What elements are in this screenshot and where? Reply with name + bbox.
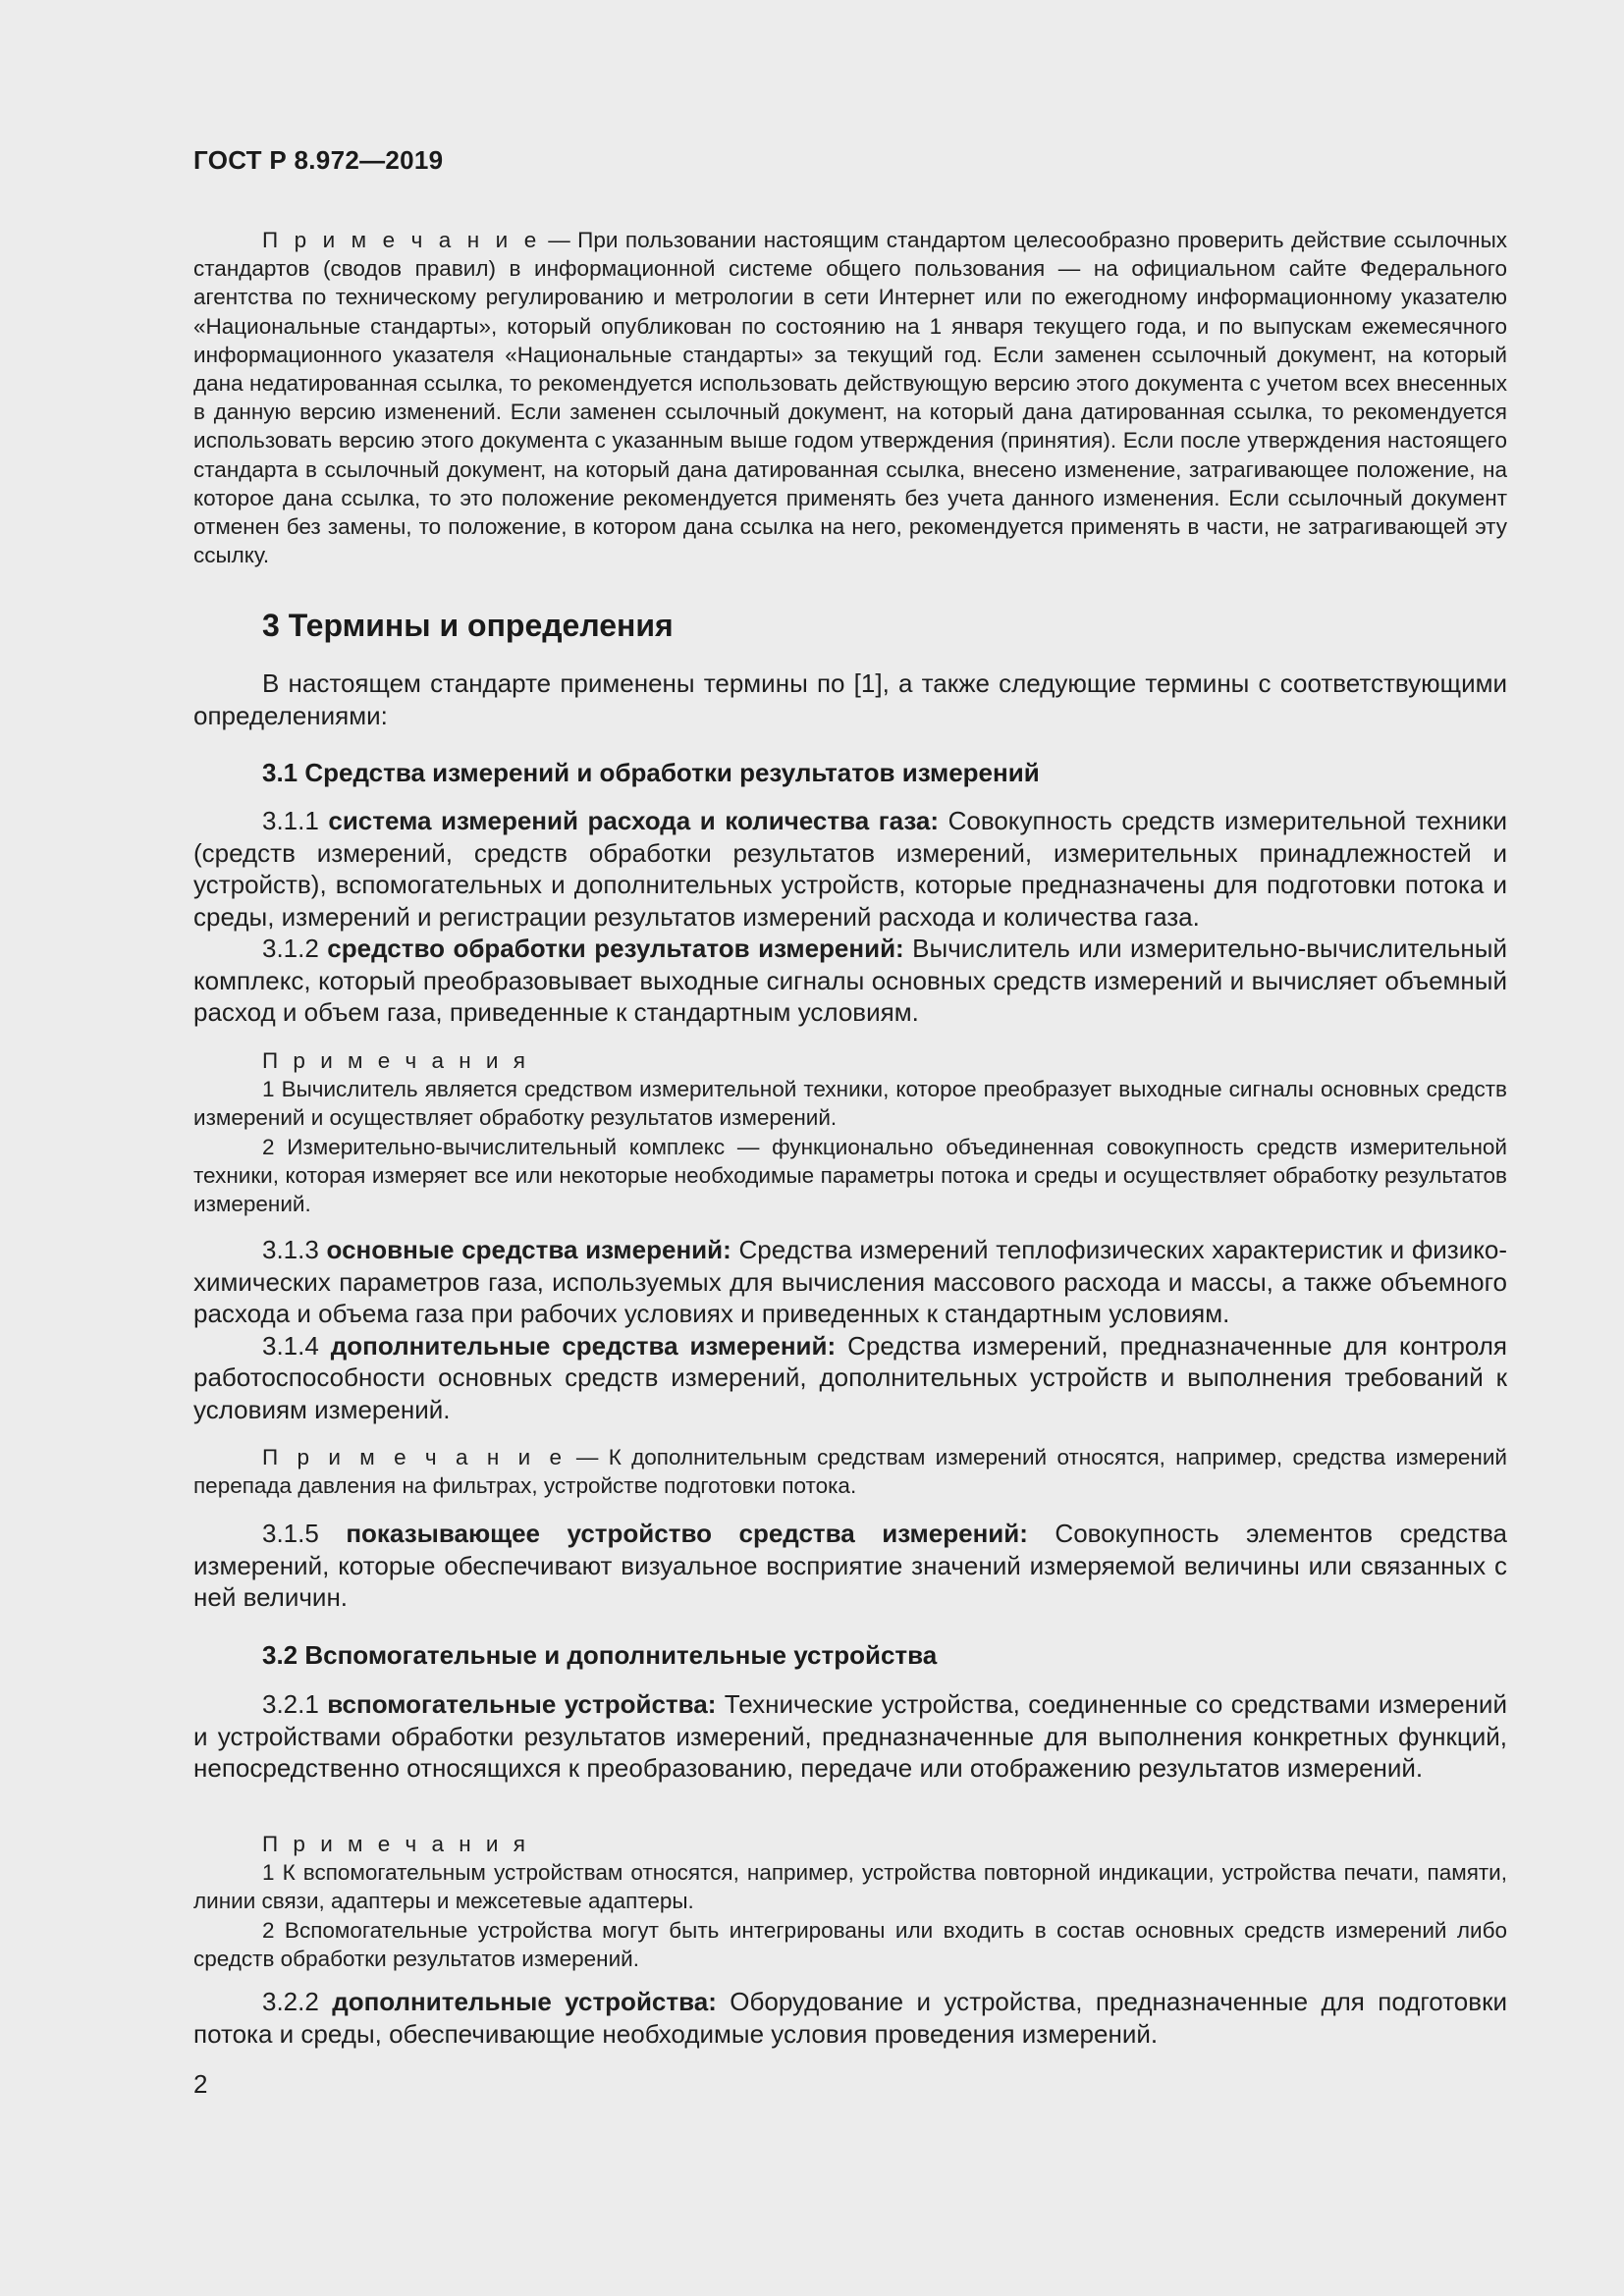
term-definition: Оборудование и устройства, предназначенные для подготовки потока и среды, обеспечивающие необходимые условия проведения измерений. bbox=[193, 1987, 1507, 2049]
note-text: — К дополнительным средствам измерений относятся, например, средства измерений перепада давления на фильтрах, устройстве подготовки потока. bbox=[193, 1445, 1507, 1499]
note-label: П р и м е ч а н и е bbox=[262, 228, 541, 252]
note-text: — При пользовании настоящим стандартом целесообразно проверить действие ссылочных стандартов (сводов правил) в информационной системе общего пользования — на официальном сайте Федерального агентства по техническому регулированию и метрологии в сети Интернет или по ежегодному информационному указателю «Национальные стандарты», который опубликован по состоянию на 1 января текущего года, и по выпускам ежемесячного информационного указателя «Национальные стандарты» за текущий год. Если заменен ссылочный документ, на который дана недатированная ссылка, то рекомендуется использовать действующую версию этого документа с учетом всех внесенных в данную версию изменений. Если заменен ссылочный документ, на который дана датированная ссылка, то рекомендуется использовать версию этого документа с указанным выше годом утверждения (принятия). Если после утверждения настоящего стандарта в ссылочный документ, на который дана датированная ссылка, внесено изменение, затрагивающее положение, на которое дана ссылка, то это положение рекомендуется применять без учета данного изменения. Если ссылочный документ отменен без замены, то положение, в котором дана ссылка на него, рекомендуется применять в части, не затрагивающей эту ссылку. bbox=[193, 228, 1507, 568]
term-number: 3.1.3 bbox=[262, 1235, 327, 1264]
notes-3-1-2 bbox=[193, 1046, 1507, 1218]
section-title: 3 Термины и определения bbox=[262, 608, 674, 643]
notes-label: П р и м е ч а н и я bbox=[262, 1048, 530, 1073]
note-item-2: 2 Вспомогательные устройства могут быть интегрированы или входить в состав основных средств измерений либо средств обработки результатов измерений. bbox=[193, 1917, 1507, 1971]
document-header: ГОСТ Р 8.972—2019 bbox=[193, 145, 444, 175]
notes-label: П р и м е ч а н и я bbox=[262, 1832, 530, 1856]
term-3-2-2 bbox=[193, 1986, 1507, 2050]
term-3-1-4 bbox=[193, 1330, 1507, 1426]
note-item-2: 2 Измерительно-вычислительный комплекс — функционально объединенная совокупность средств измерительной техники, которая измеряет все или некоторые необходимые параметры потока и среды и осуществляет обработку результатов измерений. bbox=[193, 1134, 1507, 1217]
note-item-1: 1 К вспомогательным устройствам относятся, например, устройства повторной индикации, устройства печати, памяти, линии связи, адаптеры и межсетевые адаптеры. bbox=[193, 1860, 1507, 1914]
term-number: 3.1.5 bbox=[262, 1519, 347, 1548]
subsection-title-3-2: 3.2 Вспомогательные и дополнительные устройства bbox=[262, 1640, 938, 1670]
term-name: показывающее устройство средства измерений: bbox=[346, 1519, 1028, 1548]
terms-block-1 bbox=[193, 805, 1507, 1029]
term-number: 3.1.4 bbox=[262, 1330, 331, 1361]
section-intro: В настоящем стандарте применены термины по [1], а также следующие термины с соответствующими определениями: bbox=[193, 668, 1507, 730]
note-item-1: 1 Вычислитель является средством измерительной техники, которое преобразует выходные сигналы основных средств измерений и осуществляет обработку результатов измерений. bbox=[193, 1077, 1507, 1131]
notes-3-2-1 bbox=[193, 1830, 1507, 1973]
term-number: 3.2.1 bbox=[262, 1689, 328, 1719]
note-3-1-4 bbox=[193, 1443, 1507, 1500]
note-label: П р и м е ч а н и е bbox=[262, 1445, 567, 1469]
term-definition: Технические устройства, соединенные со средствами измерений и устройствами обработки результатов измерений, предназначенные для выполнения конкретных функций, непосредственно относящихся к преобразованию, передаче или отображению результатов измерений. bbox=[193, 1689, 1507, 1783]
note-intro bbox=[193, 226, 1507, 569]
term-name: основные средства измерений: bbox=[326, 1235, 731, 1264]
term-number: 3.2.2 bbox=[262, 1987, 333, 2016]
term-3-1-1 bbox=[193, 805, 1507, 933]
term-number: 3.1.1 bbox=[262, 806, 329, 835]
term-definition: Совокупность средств измерительной техники (средств измерений, средств обработки результатов измерений, измерительных принадлежностей и устройств), вспомогательных и дополнительных устройств, которые предназначены для подготовки потока и среды, измерений и регистрации результатов измерений расхода и количества газа. bbox=[193, 806, 1507, 932]
term-name: дополнительные средства измерений: bbox=[330, 1330, 837, 1361]
term-definition: Совокупность элементов средства измерений, которые обеспечивают визуальное восприятие значений измеряемой величины или связанных с ней величин. bbox=[193, 1519, 1507, 1612]
term-number: 3.1.2 bbox=[262, 934, 328, 963]
term-3-2-1 bbox=[193, 1688, 1507, 1785]
term-definition: Средства измерений, предназначенные для контроля работоспособности основных средств измерений, дополнительных устройств и выполнения требований к условиям измерений. bbox=[193, 1330, 1507, 1424]
page-number: 2 bbox=[193, 2069, 208, 2099]
term-name: вспомогательные устройства: bbox=[327, 1689, 717, 1719]
term-name: средство обработки результатов измерений: bbox=[327, 934, 904, 963]
term-3-1-5 bbox=[193, 1518, 1507, 1614]
term-definition: Средства измерений теплофизических характеристик и физико-химических параметров газа, используемых для вычисления массового расхода и массы, а также объемного расхода и объема газа при рабочих условиях и приведенных к стандартным условиям. bbox=[193, 1235, 1507, 1328]
subsection-title-3-1: 3.1 Средства измерений и обработки результатов измерений bbox=[262, 758, 1040, 787]
term-name: дополнительные устройства: bbox=[332, 1987, 717, 2016]
term-name: система измерений расхода и количества газа: bbox=[328, 806, 940, 835]
term-3-1-3 bbox=[193, 1234, 1507, 1330]
term-definition: Вычислитель или измерительно-вычислительный комплекс, который преобразовывает выходные сигналы основных средств измерений и вычисляет объемный расход и объем газа, приведенные к стандартным условиям. bbox=[193, 934, 1507, 1027]
terms-block-2 bbox=[193, 1234, 1507, 1425]
term-3-1-2 bbox=[193, 933, 1507, 1029]
